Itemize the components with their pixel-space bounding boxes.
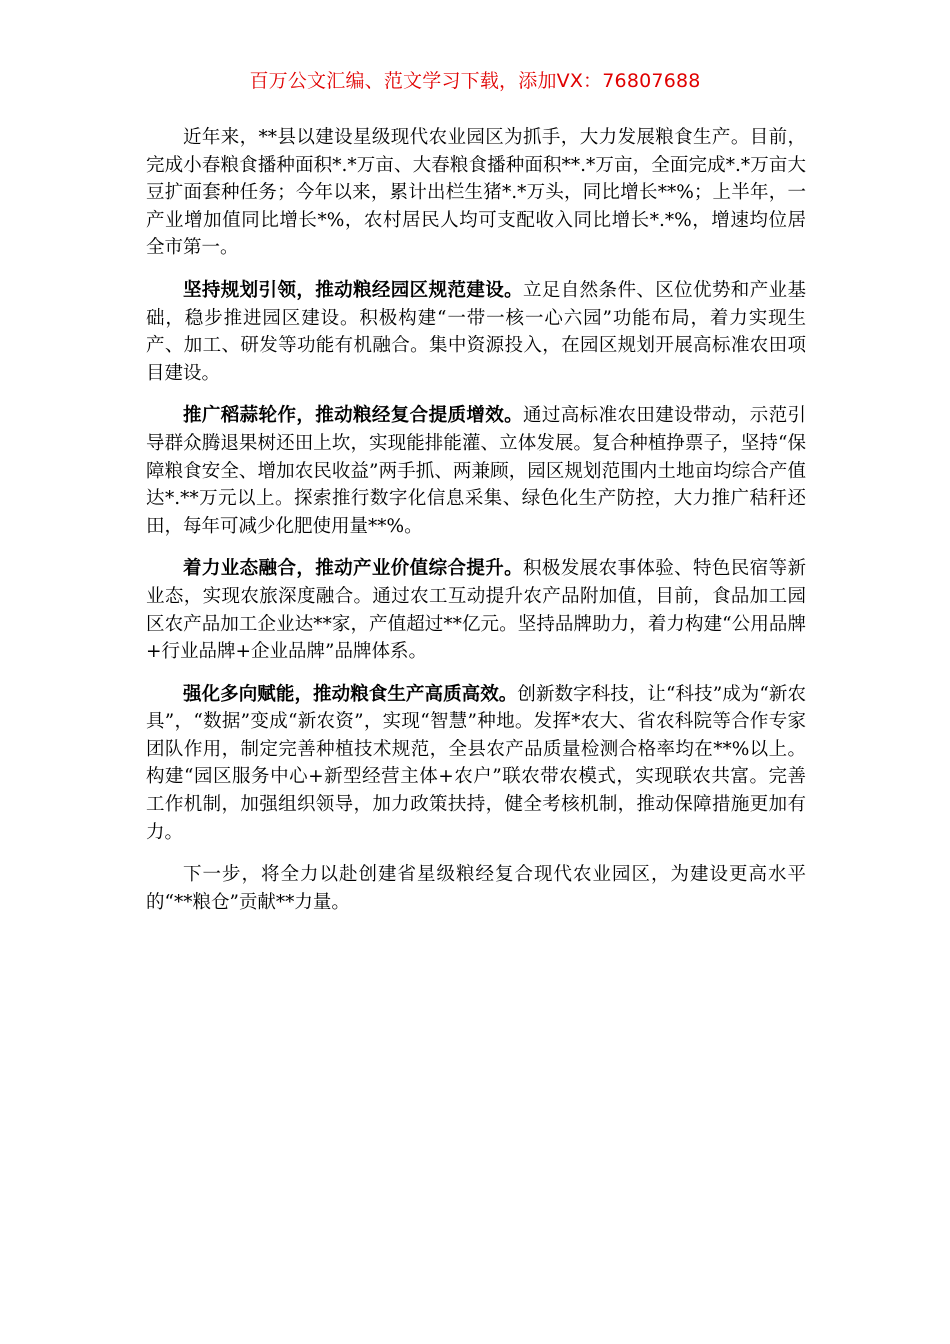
paragraph-empowerment xyxy=(146,681,806,847)
paragraph-next-step xyxy=(146,861,806,916)
paragraph-text: 立足自然条件、区位优势和产业基础，稳步推进园区建设。积极构建“一带一核一心六园”功能布局，着力实现生产、加工、研发等功能有机融合。集中资源投入，在园区规划开展高标准农田项目建设。 xyxy=(146,279,806,384)
paragraph-intro xyxy=(146,124,806,262)
paragraph-lead: 着力业态融合，推动产业价值综合提升。 xyxy=(183,558,524,580)
paragraph-text: 积极发展农事体验、特色民宿等新业态，实现农旅深度融合。通过农工互动提升农产品附加值，目前，食品加工园区农产品加工企业达**家，产值超过**亿元。坚持品牌助力，着力构建“公用品牌+行业品牌+企业品牌”品牌体系。 xyxy=(146,558,806,663)
paragraph-text: 通过高标准农田建设带动，示范引导群众腾退果树还田上坎，实现能排能灌、立体发展。复合种植挣票子，坚持“保障粮食安全、增加农民收益”两手抓、两兼顾，园区规划范围内土地亩均综合产值达*.**万元以上。探索推行数字化信息采集、绿色化生产防控，大力推广秸秆还田，每年可减少化肥使用量**%。 xyxy=(146,405,806,537)
paragraph-integration xyxy=(146,555,806,665)
paragraph-rotation xyxy=(146,402,806,540)
document-body xyxy=(146,124,806,931)
paragraph-lead: 强化多向赋能，推动粮食生产高质高效。 xyxy=(183,683,518,705)
paragraph-planning xyxy=(146,277,806,387)
paragraph-lead: 推广稻蒜轮作，推动粮经复合提质增效。 xyxy=(183,405,524,427)
paragraph-text: 创新数字科技，让“科技”成为“新农具”，“数据”变成“新农资”，实现“智慧”种地。发挥*农大、省农科院等合作专家团队作用，制定完善种植技术规范，全县农产品质量检测合格率均在**%以上。构建“园区服务中心+新型经营主体+农户”联农带农模式，实现联农共富。完善工作机制，加强组织领导，加力政策扶持，健全考核机制，推动保障措施更加有力。 xyxy=(146,683,806,843)
paragraph-text: 近年来，**县以建设星级现代农业园区为抓手，大力发展粮食生产。目前，完成小春粮食播种面积*.*万亩、大春粮食播种面积**.*万亩，全面完成*.*万亩大豆扩面套种任务；今年以来，累计出栏生猪*.*万头，同比增长**%；上半年，一产业增加值同比增长*%，农村居民人均可支配收入同比增长*.*%，增速均位居全市第一。 xyxy=(146,127,806,259)
paragraph-text: 下一步，将全力以赴创建省星级粮经复合现代农业园区，为建设更高水平的“**粮仓”贡献**力量。 xyxy=(146,864,806,913)
header-watermark-text: 百万公文汇编、范文学习下载，添加VX：76807688 xyxy=(249,70,701,92)
paragraph-lead: 坚持规划引领，推动粮经园区规范建设。 xyxy=(183,279,524,301)
